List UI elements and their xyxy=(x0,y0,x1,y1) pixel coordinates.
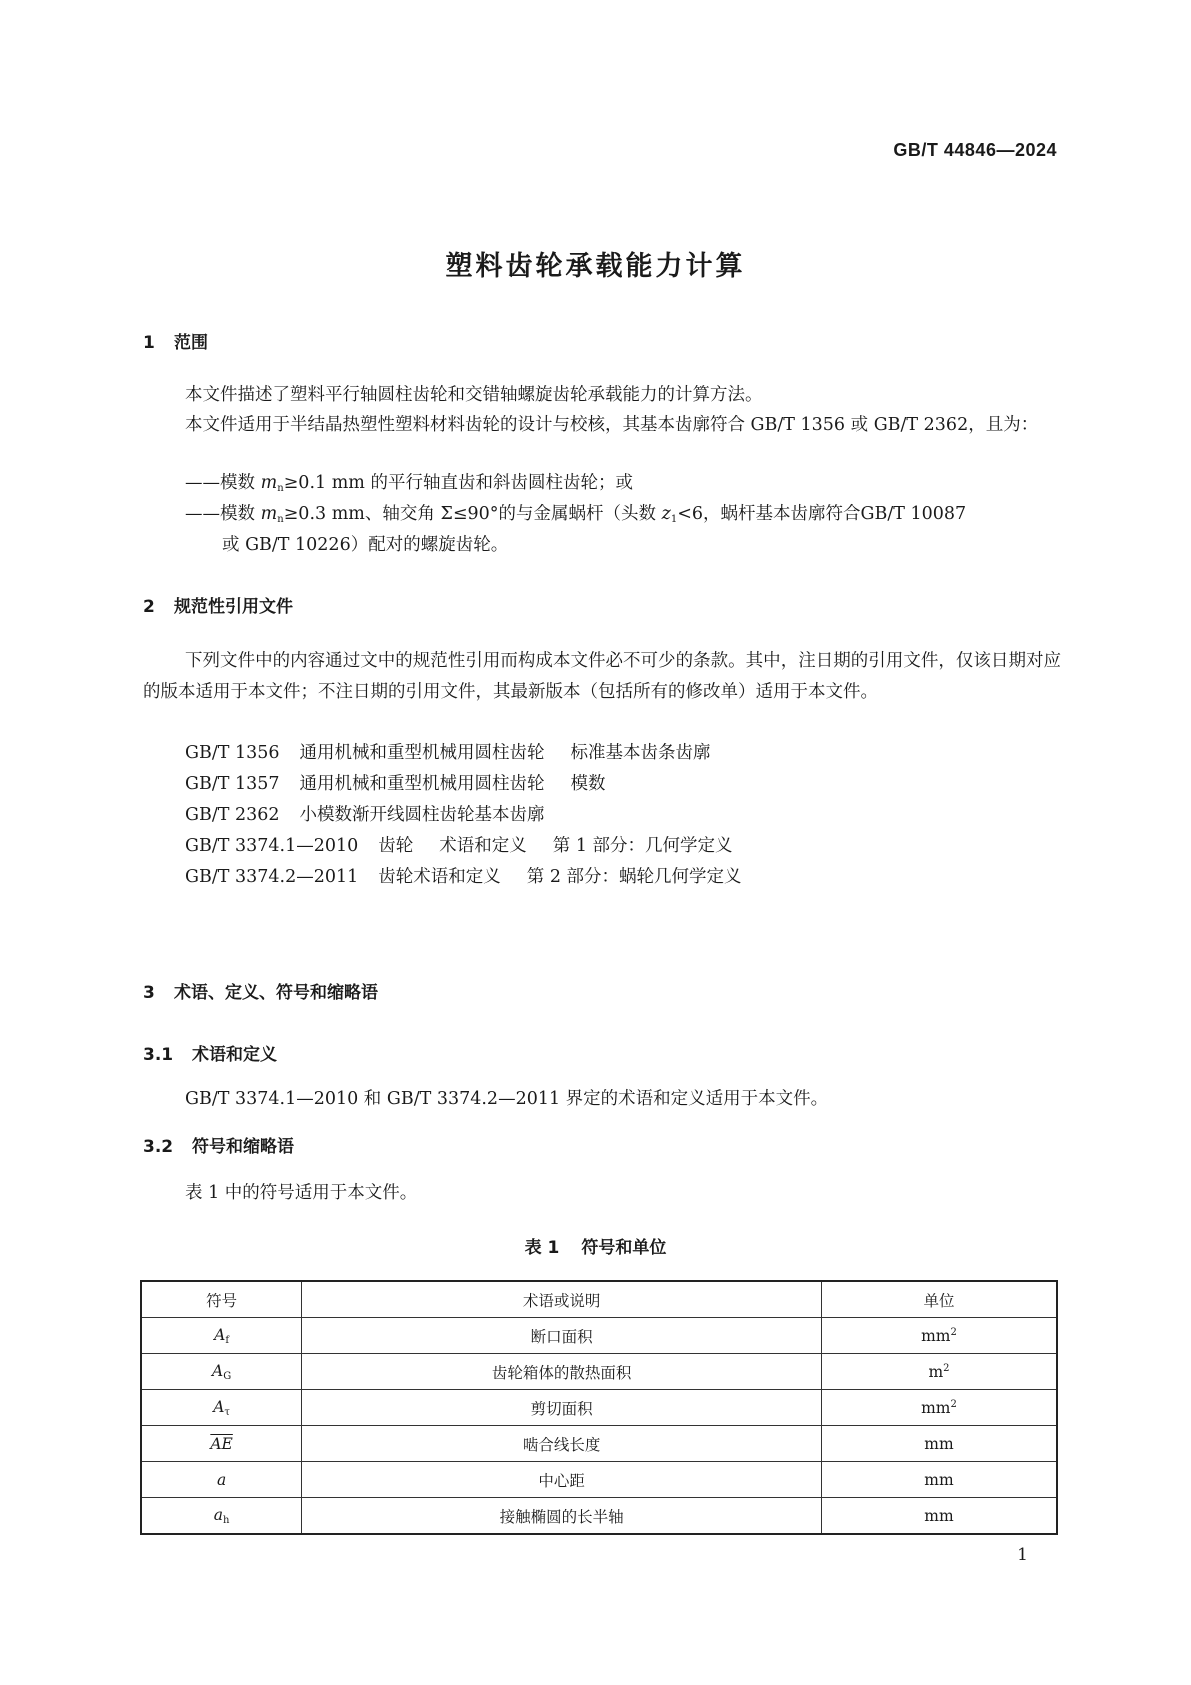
description-cell: 齿轮箱体的散热面积 xyxy=(302,1354,822,1390)
superscript: 2 xyxy=(950,1326,957,1338)
section-title: 规范性引用文件 xyxy=(174,597,293,617)
subscript: n xyxy=(277,483,284,494)
table-row xyxy=(141,1318,1057,1354)
symbol-cell xyxy=(141,1390,302,1426)
unit-cell xyxy=(821,1354,1057,1390)
section-title: 符号和缩略语 xyxy=(192,1137,294,1157)
paragraph-text: 本文件适用于半结晶热塑性塑料材料齿轮的设计与校核，其基本齿廓符合 GB/T 1356 或 GB/T 2362，且为： xyxy=(185,415,1039,435)
symbol: A xyxy=(211,1361,224,1380)
normative-reference-item xyxy=(185,769,606,800)
unit: mm xyxy=(921,1398,951,1417)
paragraph-text: 下列文件中的内容通过文中的规范性引用而构成本文件必不可少的条款。其中，注日期的引用文件，仅该日期对应的版本适用于本文件；不注日期的引用文件，其最新版本（包括所有的修改单）适用于本文件。 xyxy=(143,651,1061,702)
unit-cell: mm xyxy=(821,1462,1057,1498)
section-number: 3.2 xyxy=(143,1137,174,1157)
reference-title: 标准基本齿条齿廓 xyxy=(570,743,711,763)
reference-title: 通用机械和重型机械用圆柱齿轮 xyxy=(299,743,545,763)
section-1-paragraph-2 xyxy=(143,410,1061,441)
reference-title: 齿轮 xyxy=(378,836,414,856)
reference-code: GB/T 2362 xyxy=(185,805,280,825)
table-row xyxy=(141,1426,1057,1462)
section-3-1-paragraph: GB/T 3374.1—2010 和 GB/T 3374.2—2011 界定的术语和定义适用于本文件。 xyxy=(185,1089,829,1109)
section-1-heading xyxy=(143,328,208,353)
standard-number: GB/T 44846—2024 xyxy=(893,140,1057,160)
section-1-paragraph-1 xyxy=(143,380,1061,411)
list-text: ——模数 xyxy=(185,473,261,493)
symbol: m xyxy=(260,473,278,493)
unit-cell xyxy=(821,1390,1057,1426)
list-text: <6，蜗杆基本齿廓符合GB/T 10087 xyxy=(677,504,967,524)
superscript: 2 xyxy=(950,1398,957,1410)
symbol: a xyxy=(216,1470,227,1489)
symbol-cell xyxy=(141,1354,302,1390)
unit-cell: mm xyxy=(821,1498,1057,1535)
header-symbol: 符号 xyxy=(141,1281,302,1318)
section-3-1-heading xyxy=(143,1040,277,1065)
description-cell: 剪切面积 xyxy=(302,1390,822,1426)
unit-cell xyxy=(821,1318,1057,1354)
section-2-paragraph xyxy=(143,646,1061,708)
description-cell: 中心距 xyxy=(302,1462,822,1498)
table-number: 表 1 xyxy=(524,1238,560,1258)
reference-code: GB/T 3374.2—2011 xyxy=(185,867,359,887)
description-cell: 接触椭圆的长半轴 xyxy=(302,1498,822,1535)
section-3-2-paragraph: 表 1 中的符号适用于本文件。 xyxy=(185,1183,418,1203)
symbol: a xyxy=(213,1505,223,1524)
table-row xyxy=(141,1390,1057,1426)
reference-code: GB/T 1357 xyxy=(185,774,280,794)
symbol-cell xyxy=(141,1462,302,1498)
section-2-heading xyxy=(143,592,293,617)
symbol-cell xyxy=(141,1498,302,1535)
reference-title: 第 2 部分：蜗轮几何学定义 xyxy=(526,867,742,887)
page-number: 1 xyxy=(1017,1545,1028,1565)
section-3-2-heading xyxy=(143,1132,294,1157)
normative-reference-item xyxy=(185,800,545,831)
reference-title: 齿轮术语和定义 xyxy=(378,867,501,887)
normative-reference-item xyxy=(185,831,733,862)
list-text: ≥0.3 mm、轴交角 Σ≤90°的与金属蜗杆（头数 xyxy=(283,504,662,524)
section-title: 范围 xyxy=(174,333,208,353)
subscript: G xyxy=(223,1370,232,1382)
unit: m xyxy=(928,1362,944,1381)
document-title: 塑料齿轮承载能力计算 xyxy=(445,251,746,282)
scope-list-item-2-continued: 或 GB/T 10226）配对的螺旋齿轮。 xyxy=(222,535,509,555)
normative-reference-item xyxy=(185,738,711,769)
section-3-heading xyxy=(143,978,378,1003)
table-header-row xyxy=(141,1281,1057,1318)
header-description: 术语或说明 xyxy=(302,1281,822,1318)
reference-code: GB/T 3374.1—2010 xyxy=(185,836,359,856)
symbol: $\overline{AE}$ xyxy=(210,1434,233,1453)
section-number: 3 xyxy=(143,983,155,1003)
unit: mm xyxy=(921,1326,951,1345)
symbol: A xyxy=(214,1325,226,1344)
reference-title: 术语和定义 xyxy=(439,836,527,856)
paragraph-text: 本文件描述了塑料平行轴圆柱齿轮和交错轴螺旋齿轮承载能力的计算方法。 xyxy=(185,385,763,405)
table-caption xyxy=(0,1233,1191,1258)
symbol: m xyxy=(260,504,278,524)
table-title: 符号和单位 xyxy=(581,1238,667,1258)
description-cell: 断口面积 xyxy=(302,1318,822,1354)
reference-code: GB/T 1356 xyxy=(185,743,280,763)
table-row xyxy=(141,1354,1057,1390)
symbol: A xyxy=(213,1397,225,1416)
description-cell: 啮合线长度 xyxy=(302,1426,822,1462)
section-title: 术语、定义、符号和缩略语 xyxy=(174,983,378,1003)
reference-title: 模数 xyxy=(570,774,606,794)
symbol-cell xyxy=(141,1318,302,1354)
symbol-cell xyxy=(141,1426,302,1462)
superscript: 2 xyxy=(943,1362,950,1374)
normative-reference-item xyxy=(185,862,742,893)
table-row xyxy=(141,1462,1057,1498)
section-number: 3.1 xyxy=(143,1045,174,1065)
reference-title: 通用机械和重型机械用圆柱齿轮 xyxy=(299,774,545,794)
unit-cell: mm xyxy=(821,1426,1057,1462)
subscript: n xyxy=(277,514,284,525)
section-number: 1 xyxy=(143,333,155,353)
list-text: ——模数 xyxy=(185,504,261,524)
subscript: f xyxy=(225,1334,230,1346)
list-text: ≥0.1 mm 的平行轴直齿和斜齿圆柱齿轮；或 xyxy=(283,473,633,493)
subscript: h xyxy=(222,1514,230,1526)
symbols-table xyxy=(140,1280,1058,1535)
header-unit: 单位 xyxy=(821,1281,1057,1318)
section-title: 术语和定义 xyxy=(192,1045,277,1065)
symbol: z xyxy=(661,504,671,524)
table-row xyxy=(141,1498,1057,1535)
subscript: τ xyxy=(224,1406,230,1418)
section-number: 2 xyxy=(143,597,155,617)
reference-title: 第 1 部分：几何学定义 xyxy=(552,836,733,856)
subscript: 1 xyxy=(670,514,678,525)
reference-title: 小模数渐开线圆柱齿轮基本齿廓 xyxy=(299,805,545,825)
